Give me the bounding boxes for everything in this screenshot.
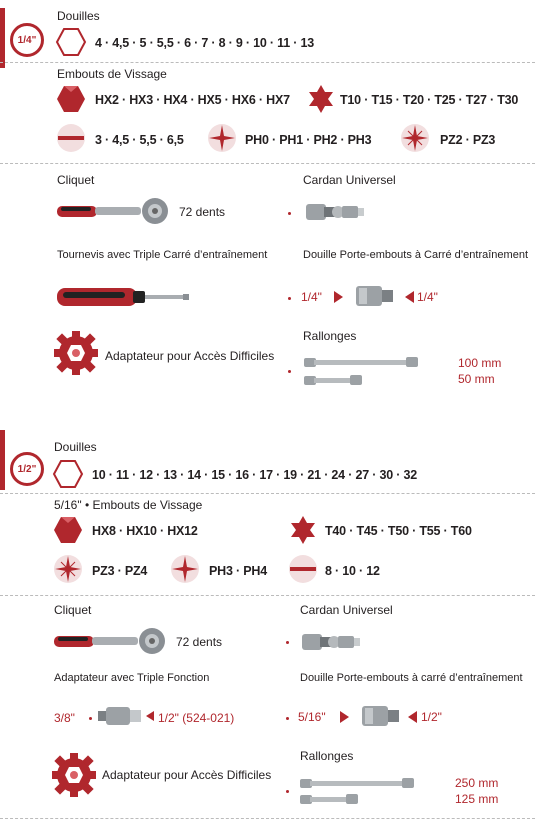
divider: [0, 163, 535, 164]
gear-adapter-icon: [53, 330, 99, 376]
section-1-side-bar: [0, 8, 5, 68]
phillips-bit-icon: [207, 123, 237, 153]
arrow-left-icon: [146, 711, 154, 721]
divider: [0, 62, 535, 63]
cliquet-title: Cliquet: [54, 603, 92, 617]
adaptateur-triple-right-size: 1/2" (524-021): [158, 711, 235, 725]
pozidriv-bit-sizes: PZ3 · PZ4: [92, 564, 148, 578]
adaptateur-title: Adaptateur pour Accès Difficiles: [102, 768, 272, 782]
embouts-title: Embouts de Vissage: [57, 67, 167, 81]
flat-bit-sizes: 3 · 4,5 · 5,5 · 6,5: [95, 133, 184, 147]
douilles-sizes: 4 · 4,5 · 5 · 5,5 · 6 · 7 · 8 · 9 · 10 · 11 · 13: [95, 36, 314, 50]
divider: [0, 493, 535, 494]
tournevis-title: Tournevis avec Triple Carré d’entraînement: [57, 249, 268, 261]
hex-bit-icon: [53, 515, 83, 545]
arrow-left-icon: [405, 291, 414, 303]
bullet-dot: [286, 641, 289, 644]
embouts-title: 5/16" • Embouts de Vissage: [54, 498, 203, 512]
porte-embouts-title: Douille Porte-embouts à carré d’entraînement: [300, 672, 523, 684]
rallonge-long-length: 100 mm: [458, 356, 502, 370]
porte-embouts-left-size: 1/4": [301, 290, 322, 304]
bullet-dot: [286, 790, 289, 793]
divider: [0, 595, 535, 596]
porte-embouts-title: Douille Porte-embouts à Carré d’entraînement: [303, 249, 529, 261]
rallonge-short-length: 125 mm: [455, 792, 499, 806]
extension-bar-short-icon: [302, 372, 366, 388]
extension-bar-long-icon: [302, 354, 422, 370]
rallonges-title: Rallonges: [300, 749, 354, 763]
flat-bit-sizes: 8 · 10 · 12: [325, 564, 380, 578]
hex-socket-icon: [53, 459, 83, 489]
torx-bit-sizes: T40 · T45 · T50 · T55 · T60: [325, 524, 472, 538]
phillips-bit-sizes: PH3 · PH4: [209, 564, 267, 578]
torx-bit-sizes: T10 · T15 · T20 · T25 · T27 · T30: [340, 93, 519, 107]
triple-adapter-icon: [97, 705, 143, 727]
bullet-dot: [286, 717, 289, 720]
hex-bit-icon: [56, 84, 86, 114]
bullet-dot: [288, 370, 291, 373]
pozidriv-bit-sizes: PZ2 · PZ3: [440, 133, 496, 147]
bit-holder-socket-icon: [355, 284, 395, 308]
universal-joint-icon: [300, 627, 362, 657]
arrow-right-icon: [340, 711, 349, 723]
torx-bit-icon: [306, 84, 336, 114]
pozidriv-bit-icon: [53, 554, 83, 584]
screwdriver-icon: [55, 282, 190, 312]
gear-adapter-icon: [51, 752, 97, 798]
bit-holder-socket-icon: [361, 704, 401, 728]
cliquet-teeth: 72 dents: [179, 205, 226, 219]
section-2-side-bar: [0, 430, 5, 490]
adaptateur-triple-title: Adaptateur avec Triple Fonction: [54, 672, 210, 684]
pozidriv-bit-icon: [400, 123, 430, 153]
ratchet-icon: [55, 196, 173, 226]
size-badge-1-2: 1/2": [10, 452, 44, 486]
extension-bar-short-icon: [298, 791, 362, 807]
arrow-right-icon: [334, 291, 343, 303]
hex-bit-sizes: HX8 · HX10 · HX12: [92, 524, 198, 538]
size-badge-1-4: 1/4": [10, 23, 44, 57]
douilles-title: Douilles: [57, 9, 100, 23]
phillips-bit-sizes: PH0 · PH1 · PH2 · PH3: [245, 133, 372, 147]
bullet-dot: [89, 717, 92, 720]
hex-socket-icon: [56, 27, 86, 57]
cliquet-title: Cliquet: [57, 173, 95, 187]
divider: [0, 818, 535, 819]
adaptateur-triple-left-size: 3/8": [54, 711, 75, 725]
flat-bit-icon: [56, 123, 86, 153]
bullet-dot: [288, 297, 291, 300]
porte-embouts-right-size: 1/4": [417, 290, 438, 304]
torx-bit-icon: [288, 515, 318, 545]
cliquet-teeth: 72 dents: [176, 635, 223, 649]
extension-bar-long-icon: [298, 775, 418, 791]
universal-joint-icon: [304, 197, 366, 227]
phillips-bit-icon: [170, 554, 200, 584]
rallonge-long-length: 250 mm: [455, 776, 499, 790]
hex-bit-sizes: HX2 · HX3 · HX4 · HX5 · HX6 · HX7: [95, 93, 290, 107]
ratchet-icon: [52, 626, 170, 656]
bullet-dot: [288, 212, 291, 215]
flat-bit-icon: [288, 554, 318, 584]
douilles-title: Douilles: [54, 440, 97, 454]
douilles-sizes: 10 · 11 · 12 · 13 · 14 · 15 · 16 · 17 · 19 · 21 · 24 · 27 · 30 · 32: [92, 468, 417, 482]
arrow-left-icon: [408, 711, 417, 723]
rallonges-title: Rallonges: [303, 329, 357, 343]
porte-embouts-left-size: 5/16": [298, 710, 326, 724]
adaptateur-title: Adaptateur pour Accès Difficiles: [105, 349, 275, 363]
cardan-title: Cardan Universel: [303, 173, 396, 187]
rallonge-short-length: 50 mm: [458, 372, 495, 386]
porte-embouts-right-size: 1/2": [421, 710, 442, 724]
cardan-title: Cardan Universel: [300, 603, 393, 617]
